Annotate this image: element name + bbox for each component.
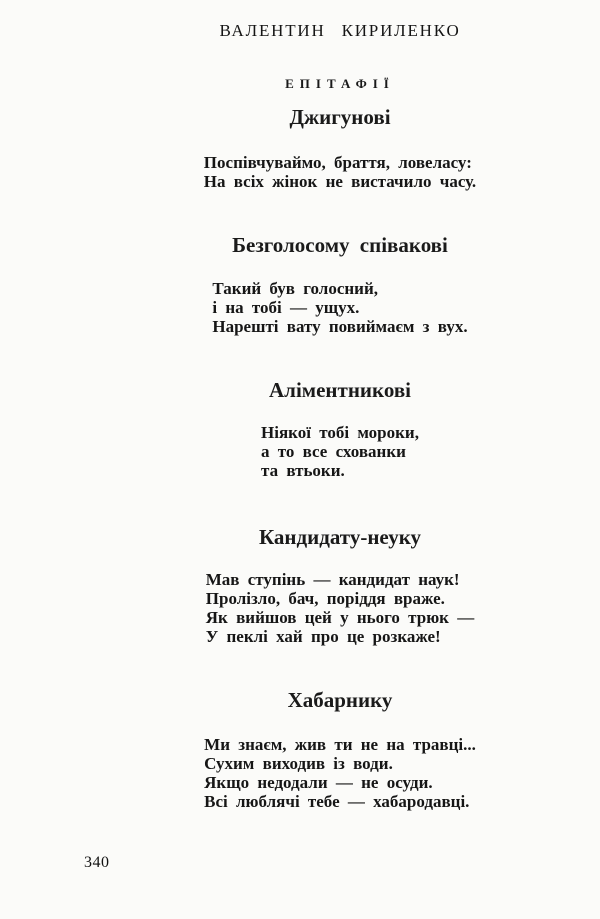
section-title: ЕПІТАФІЇ [285, 76, 395, 91]
poem-stanza [204, 153, 476, 191]
poem-title: Джигунові [289, 105, 391, 129]
poem-stanza [212, 279, 467, 336]
poem-line: і на тобі — ущух. [212, 298, 360, 317]
page-content [90, 0, 590, 811]
poem-title: Хабарнику [287, 688, 393, 712]
poem-line: Мав ступінь — кандидат наук! [205, 570, 460, 589]
poem-title: Безголосому співакові [232, 233, 448, 257]
poem-stanza-wrap [90, 128, 590, 191]
poem-line: Всі люблячі тебе — хабародавці. [204, 792, 470, 811]
poem-stanza-wrap [90, 256, 590, 336]
poem-line: а то все схованки [261, 442, 406, 461]
poem-line: У пеклі хай про це розкаже! [205, 627, 441, 646]
poem-title: Аліментникові [269, 378, 411, 402]
poem-stanza [204, 735, 476, 811]
poem-line: Сухим виходив із води. [204, 754, 393, 773]
poem-stanza-wrap [90, 548, 590, 646]
poem-line: Пролізло, бач, поріддя враже. [205, 589, 445, 608]
poem-stanza-wrap [90, 401, 590, 480]
poem-line: Поспівчуваймо, браття, ловеласу: [203, 153, 472, 172]
poem-line: Нарешті вату повиймаєм з вух. [212, 317, 468, 336]
author-heading: ВАЛЕНТИН КИРИЛЕНКО [219, 21, 461, 40]
poem-line: Як вийшов цей у нього трюк — [205, 608, 475, 627]
poem-stanza [261, 423, 419, 480]
poem-line: та втьоки. [261, 461, 345, 480]
poem-stanza [206, 570, 474, 646]
poem-stanza-wrap [90, 711, 590, 811]
poem-line: Ми знаєм, жив ти не на травці... [204, 735, 476, 754]
poem-line: Такий був голосний, [212, 279, 378, 298]
poem-line: Якщо недодали — не осуди. [204, 773, 433, 792]
poem-line: На всіх жінок не вистачило часу. [203, 172, 477, 191]
poem-title: Кандидату-неуку [258, 525, 422, 549]
poem-line: Ніякої тобі мороки, [261, 423, 419, 442]
page-number: 340 [84, 854, 110, 871]
